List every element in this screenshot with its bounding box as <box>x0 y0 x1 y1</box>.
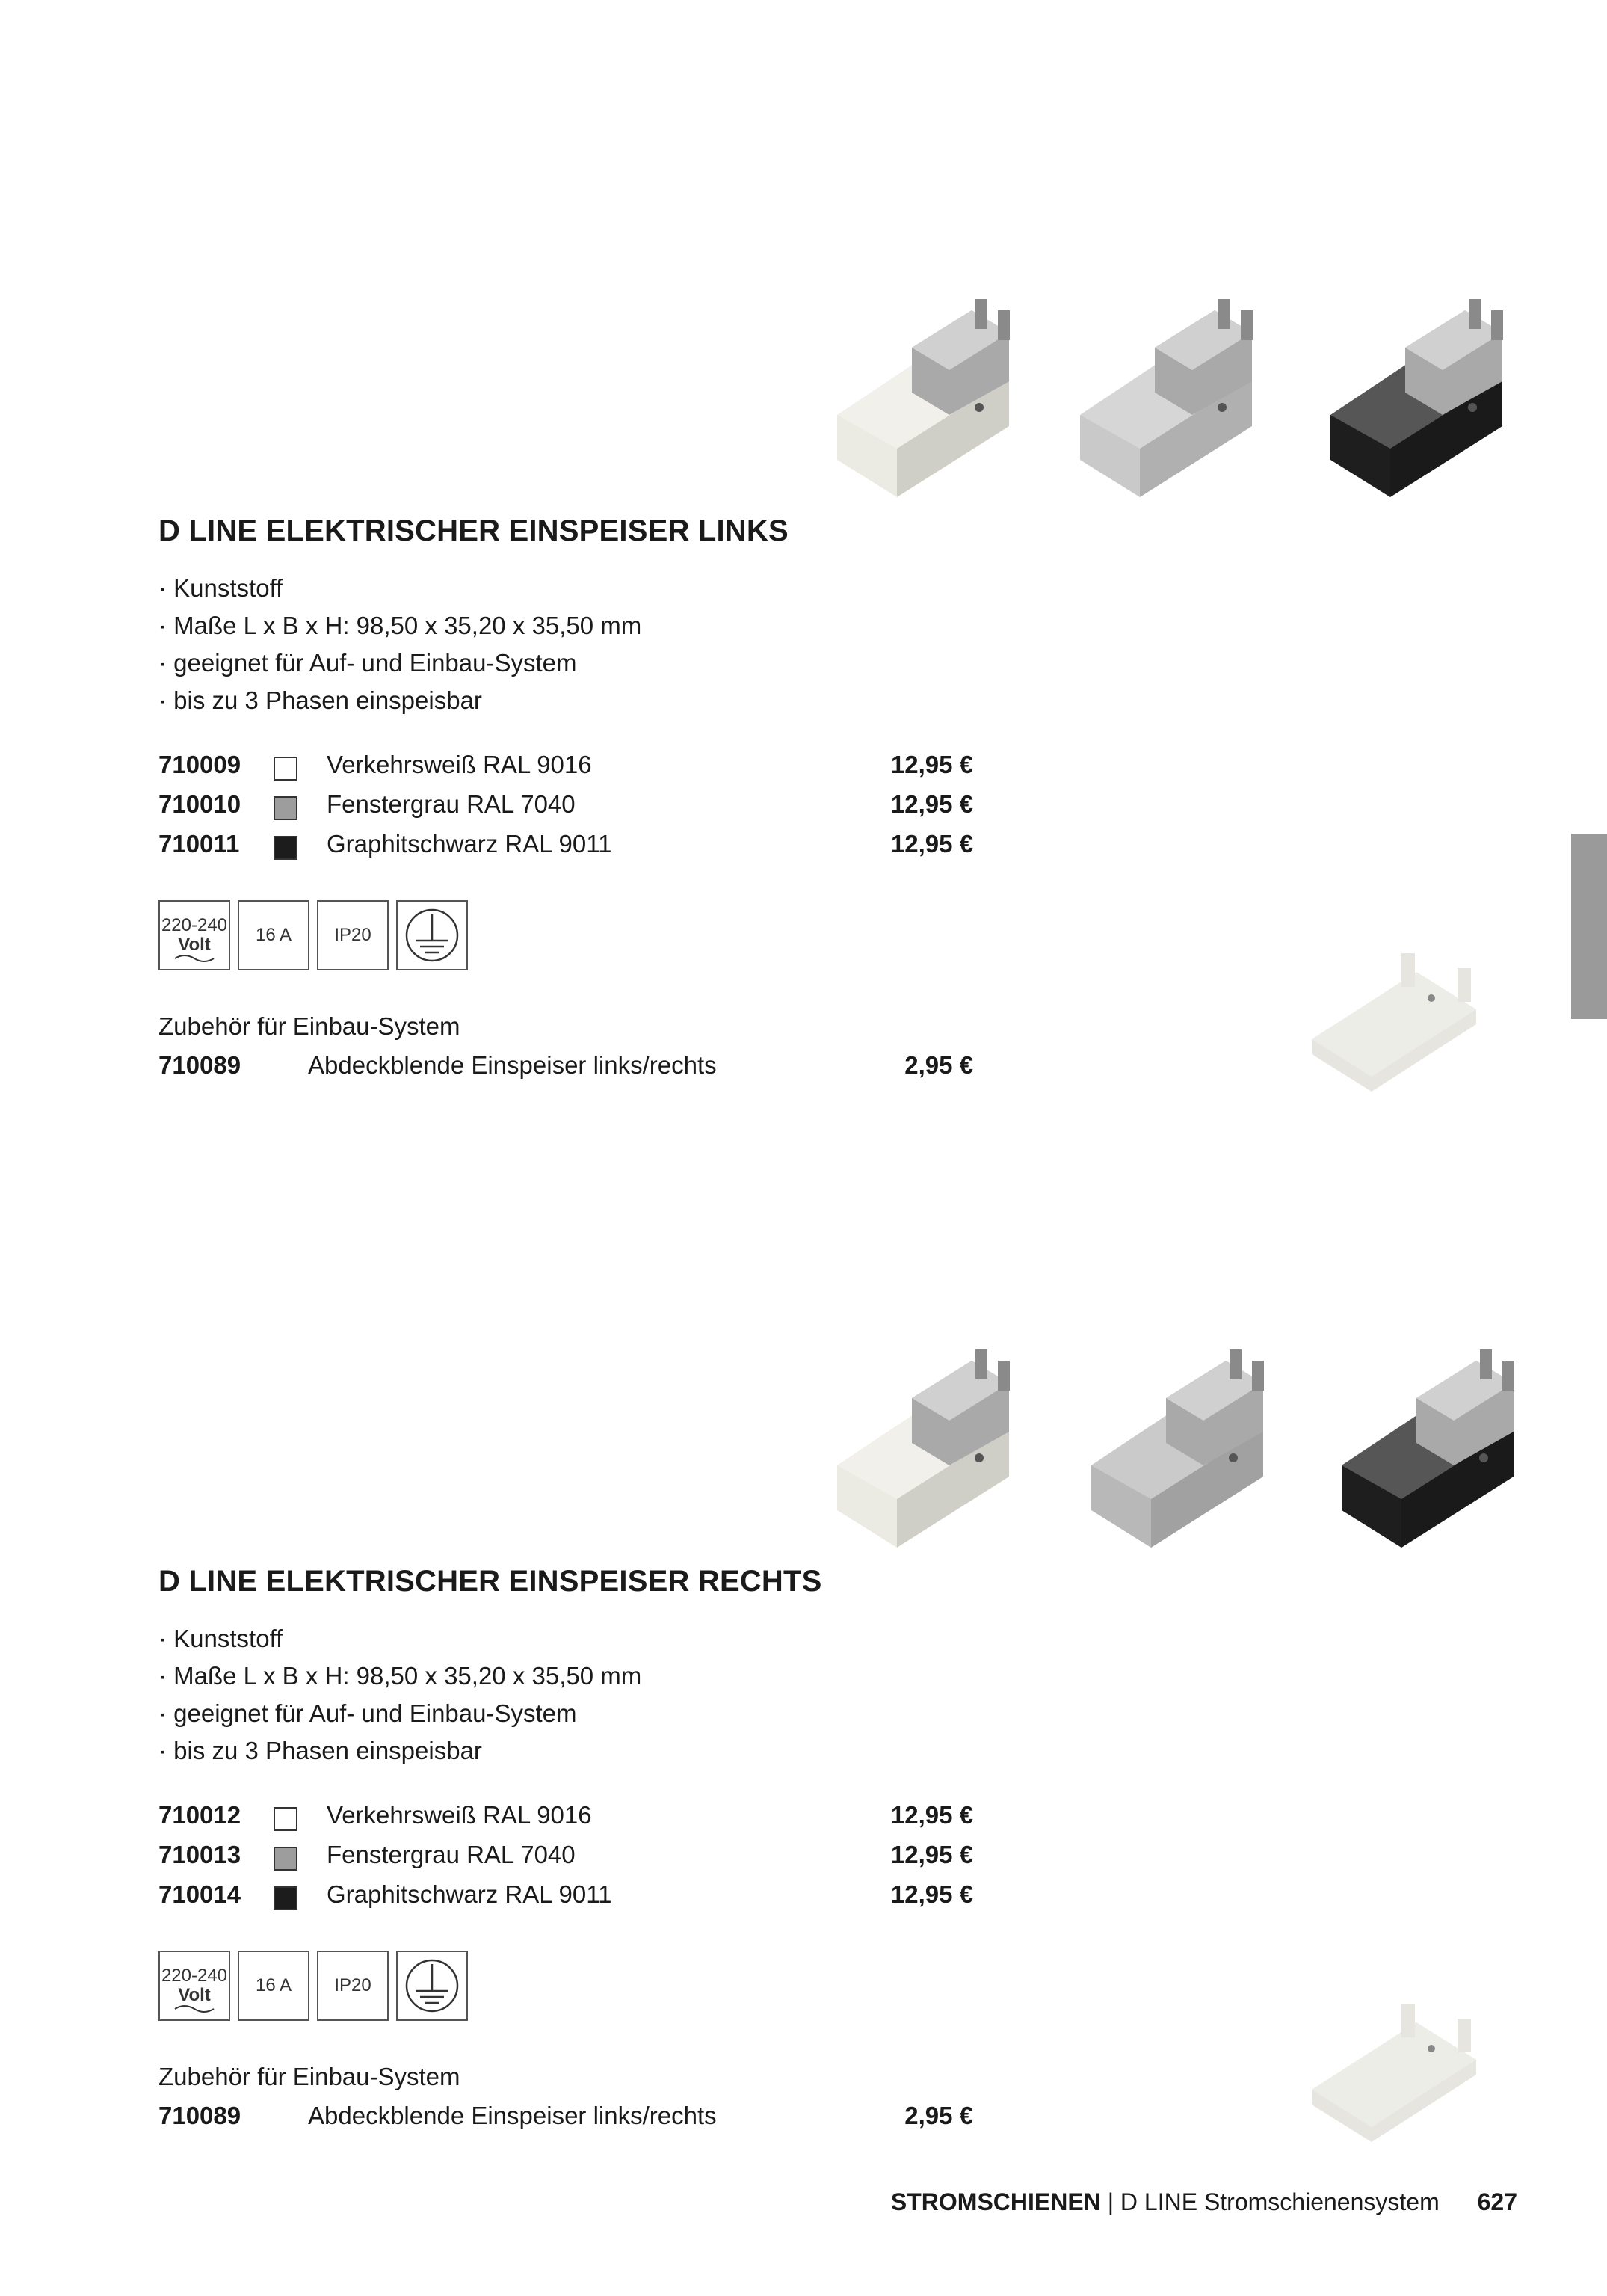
feature-item: · bis zu 3 Phasen einspeisbar <box>158 686 482 714</box>
color-swatch-grey <box>274 796 297 820</box>
feature-item: · Maße L x B x H: 98,50 x 35,20 x 35,50 mm <box>158 1662 642 1690</box>
current-icon: 16 A <box>238 900 309 970</box>
ground-icon <box>396 900 468 970</box>
color-swatch-white <box>274 1807 297 1831</box>
chapter-tab <box>1571 834 1607 1019</box>
color-swatch-black <box>274 836 297 860</box>
voltage-range: 220-240 <box>161 1966 228 1986</box>
product-image-black-left <box>1315 295 1517 497</box>
product-image-cover-plate <box>1304 950 1484 1099</box>
feature-list <box>158 570 641 719</box>
article-number: 710014 <box>158 1880 241 1908</box>
price: 12,95 € <box>890 790 973 818</box>
price: 2,95 € <box>904 1051 973 1079</box>
footer-separator: | <box>1107 2188 1114 2215</box>
feature-item: · geeignet für Auf- und Einbau-System <box>158 649 577 677</box>
product-image-cover-plate <box>1304 2000 1484 2149</box>
section-title: D LINE ELEKTRISCHER EINSPEISER LINKS <box>158 514 789 547</box>
product-image-white-left <box>822 295 1024 497</box>
price: 12,95 € <box>890 1841 973 1868</box>
price: 2,95 € <box>904 2102 973 2129</box>
voltage-icon <box>158 1951 230 2021</box>
footer-subtitle: D LINE Stromschienensystem <box>1120 2188 1440 2215</box>
product-image-black-right <box>1327 1346 1529 1548</box>
accessory-row <box>158 1051 973 1089</box>
color-name: Graphitschwarz RAL 9011 <box>327 1880 612 1908</box>
feature-item: · Kunststoff <box>158 574 283 602</box>
price: 12,95 € <box>890 830 973 858</box>
article-number: 710089 <box>158 1051 241 1079</box>
color-name: Fenstergrau RAL 7040 <box>327 1841 576 1868</box>
accessory-description: Abdeckblende Einspeiser links/rechts <box>308 2102 717 2129</box>
article-number: 710089 <box>158 2102 241 2129</box>
color-name: Verkehrsweiß RAL 9016 <box>327 751 592 778</box>
ip-rating-icon: IP20 <box>317 900 389 970</box>
color-swatch-grey <box>274 1847 297 1871</box>
color-name: Graphitschwarz RAL 9011 <box>327 830 612 858</box>
variant-row <box>158 1841 973 1880</box>
ground-symbol-icon <box>398 1952 466 2019</box>
page-footer <box>891 2188 1517 2216</box>
price: 12,95 € <box>890 1880 973 1908</box>
accessory-description: Abdeckblende Einspeiser links/rechts <box>308 1051 717 1079</box>
product-image-grey-right <box>1076 1346 1278 1548</box>
voltage-range: 220-240 <box>161 915 228 935</box>
article-number: 710013 <box>158 1841 241 1868</box>
variant-row <box>158 1801 973 1840</box>
section-title: D LINE ELEKTRISCHER EINSPEISER RECHTS <box>158 1565 822 1598</box>
ip-rating-icon: IP20 <box>317 1951 389 2021</box>
article-number: 710012 <box>158 1801 241 1829</box>
feature-item: · Maße L x B x H: 98,50 x 35,20 x 35,50 mm <box>158 612 642 639</box>
price: 12,95 € <box>890 751 973 778</box>
color-swatch-black <box>274 1886 297 1910</box>
accessory-label: Zubehör für Einbau-System <box>158 1012 460 1040</box>
voltage-icon <box>158 900 230 970</box>
feature-item: · bis zu 3 Phasen einspeisbar <box>158 1737 482 1764</box>
color-name: Fenstergrau RAL 7040 <box>327 790 576 818</box>
page-number: 627 <box>1477 2188 1517 2215</box>
article-number: 710010 <box>158 790 241 818</box>
feature-item: · Kunststoff <box>158 1625 283 1652</box>
accessory-label: Zubehör für Einbau-System <box>158 2063 460 2090</box>
price: 12,95 € <box>890 1801 973 1829</box>
ground-symbol-icon <box>398 902 466 969</box>
product-image-grey-left <box>1065 295 1267 497</box>
variant-row <box>158 751 973 790</box>
feature-list <box>158 1620 641 1770</box>
accessory-row <box>158 2102 973 2139</box>
voltage-unit: Volt <box>178 935 211 955</box>
current-icon: 16 A <box>238 1951 309 2021</box>
footer-category: STROMSCHIENEN <box>890 2188 1101 2215</box>
variant-row <box>158 1880 973 1919</box>
ground-icon <box>396 1951 468 2021</box>
article-number: 710011 <box>158 830 240 858</box>
color-swatch-white <box>274 757 297 781</box>
article-number: 710009 <box>158 751 241 778</box>
voltage-unit: Volt <box>178 1985 211 2005</box>
variant-row <box>158 790 973 829</box>
product-image-white-right <box>822 1346 1024 1548</box>
color-name: Verkehrsweiß RAL 9016 <box>327 1801 592 1829</box>
variant-row <box>158 830 973 869</box>
feature-item: · geeignet für Auf- und Einbau-System <box>158 1699 577 1727</box>
